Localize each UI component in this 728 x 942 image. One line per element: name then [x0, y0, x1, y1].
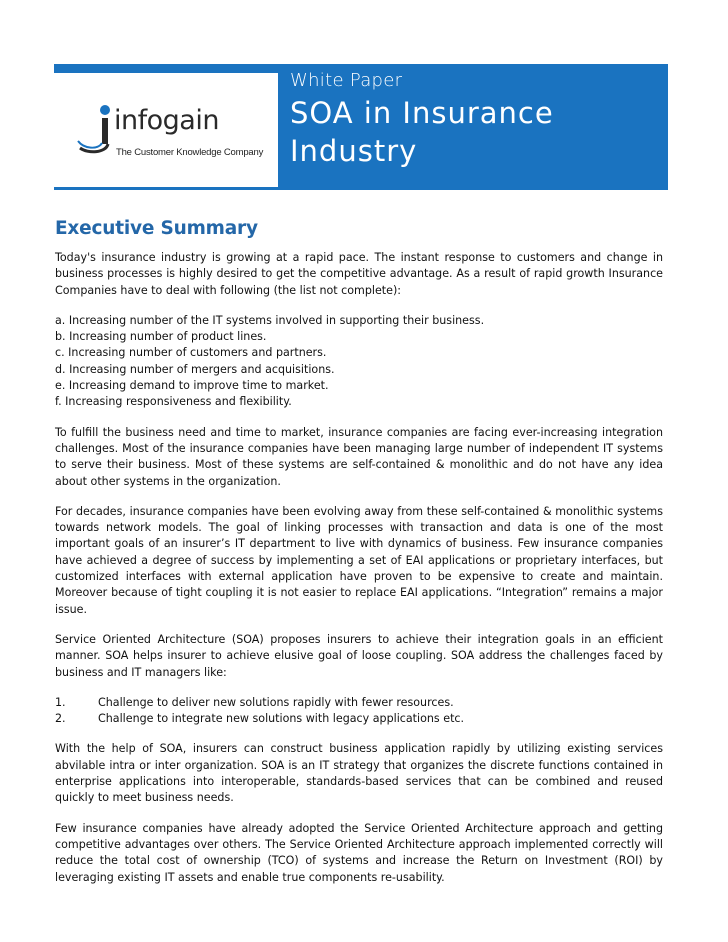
list-text: Challenge to deliver new solutions rapidly with fewer resources.	[98, 695, 454, 709]
company-logo	[54, 73, 278, 187]
list-item: d. Increasing number of mergers and acquisitions.	[55, 362, 335, 376]
document-body	[55, 250, 663, 900]
title-line-1: SOA in Insurance	[290, 96, 554, 130]
lettered-list	[55, 313, 663, 411]
paragraph-adoption: Few insurance companies have already adopted the Service Oriented Architecture approach and getting competitive advantages over others. The Service Oriented Architecture approach implemented correctly will reduce the total cost of ownership (TCO) of systems and increase the Return on Investment (ROI) by leveraging existing IT assets and enable true components re-usability.	[55, 821, 663, 884]
list-item: c. Increasing number of customers and partners.	[55, 346, 327, 360]
document-title	[290, 94, 650, 170]
list-item	[55, 711, 663, 727]
section-heading: Executive Summary	[55, 218, 258, 239]
document-type: White Paper	[290, 70, 403, 91]
list-item: a. Increasing number of the IT systems involved in supporting their business.	[55, 313, 485, 327]
logo-wordmark: infogain	[114, 105, 219, 136]
paragraph-evolution: For decades, insurance companies have been evolving away from these self-contained & monolithic systems towards network models. The goal of linking processes with transaction and data is one of the most important goals of an insurer’s IT department to live with dynamics of business. Few insurance companies have achieved a degree of success by implementing a set of EAI applications or proprietary interfaces, but customized interfaces with external application have proven to be expensive to create and maintain. Moreover because of tight coupling it is not easier to replace EAI applications. “Integration” remains a major issue.	[55, 504, 663, 616]
paragraph-intro: Today's insurance industry is growing at a rapid pace. The instant response to customers and change in business processes is highly desired to get the competitive advantage. As a result of rapid growth Insurance Companies have to deal with following (the list not complete):	[55, 251, 663, 297]
numbered-list	[55, 695, 663, 728]
header-banner	[54, 64, 668, 190]
paragraph-integration: To fulfill the business need and time to market, insurance companies are facing ever-increasing integration challenges. Most of the insurance companies have been managing large number of independent IT systems to serve their business. Most of these systems are self-contained & monolithic and do not have any idea about other systems in the organization.	[55, 425, 663, 488]
logo-mark-icon	[76, 103, 116, 155]
list-item: f. Increasing responsiveness and flexibility.	[55, 395, 292, 409]
list-item: e. Increasing demand to improve time to market.	[55, 379, 329, 393]
paragraph-soa-benefits: With the help of SOA, insurers can construct business application rapidly by utilizing existing services abvilable intra or inter organization. SOA is an IT strategy that organizes the discrete functions contained in enterprise applications into interoperable, standards-based services that can be combined and reused quickly to meet business needs.	[55, 742, 663, 805]
list-item: b. Increasing number of product lines.	[55, 330, 267, 344]
paragraph-soa-intro: Service Oriented Architecture (SOA) proposes insurers to achieve their integration goals in an efficient manner. SOA helps insurer to achieve elusive goal of loose coupling. SOA address the challenges faced by business and IT managers like:	[55, 632, 663, 679]
list-text: Challenge to integrate new solutions with legacy applications etc.	[98, 712, 465, 726]
list-number: 2.	[55, 712, 66, 726]
list-item	[55, 695, 663, 711]
title-line-2: Industry	[290, 134, 418, 168]
list-number: 1.	[55, 695, 66, 709]
logo-tagline: The Customer Knowledge Company	[116, 147, 264, 158]
